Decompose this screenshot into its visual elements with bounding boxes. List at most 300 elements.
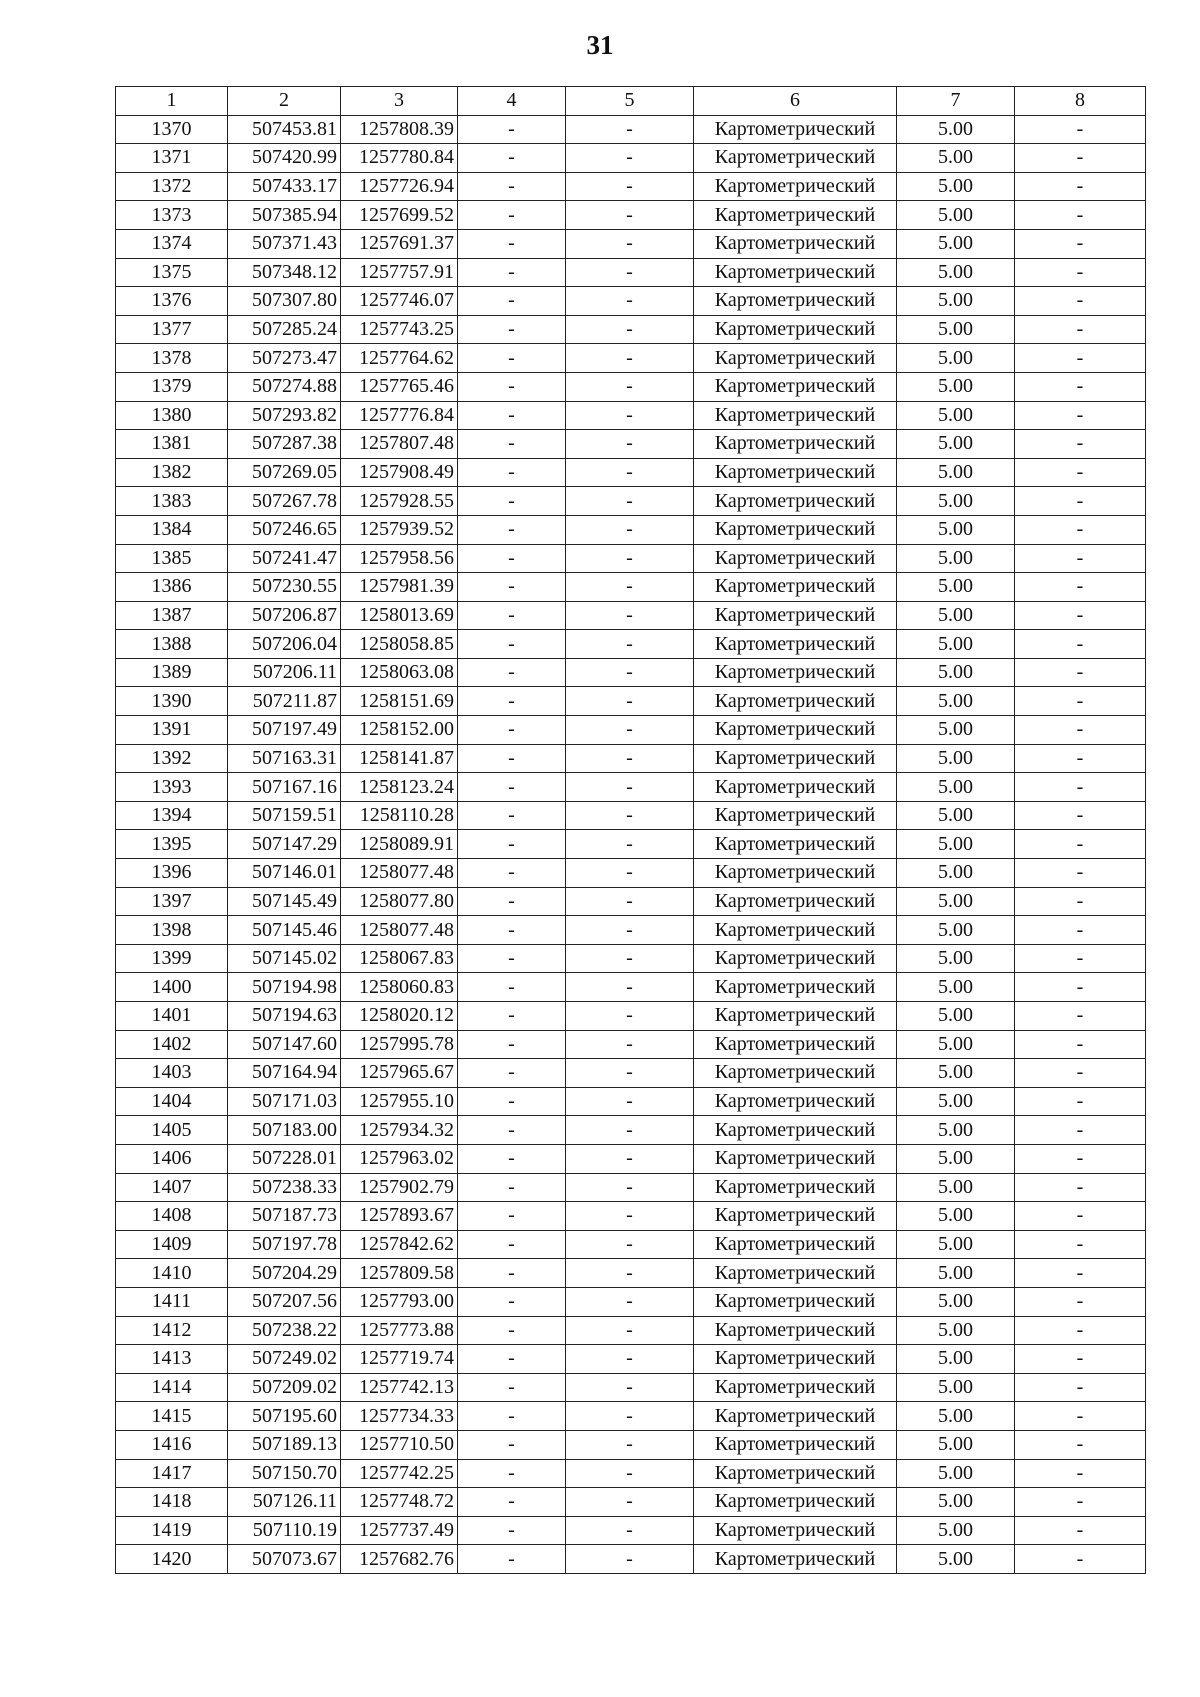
x-coordinate-cell: 507267.78 bbox=[228, 487, 341, 516]
column-5-value-cell: - bbox=[566, 716, 694, 745]
x-coordinate-cell: 507145.02 bbox=[228, 944, 341, 973]
x-coordinate-cell: 507147.60 bbox=[228, 1030, 341, 1059]
column-4-value-cell: - bbox=[458, 1373, 566, 1402]
column-8-value-cell: - bbox=[1015, 1116, 1146, 1145]
column-8-value-cell: - bbox=[1015, 801, 1146, 830]
point-number-cell: 1397 bbox=[116, 887, 228, 916]
column-8-value-cell: - bbox=[1015, 1202, 1146, 1231]
y-coordinate-cell: 1258152.00 bbox=[341, 716, 458, 745]
column-5-value-cell: - bbox=[566, 115, 694, 144]
x-coordinate-cell: 507206.04 bbox=[228, 630, 341, 659]
method-cell: Картометрический bbox=[694, 258, 897, 287]
column-8-value-cell: - bbox=[1015, 573, 1146, 602]
y-coordinate-cell: 1257793.00 bbox=[341, 1287, 458, 1316]
method-cell: Картометрический bbox=[694, 1259, 897, 1288]
y-coordinate-cell: 1257955.10 bbox=[341, 1087, 458, 1116]
column-5-value-cell: - bbox=[566, 1030, 694, 1059]
column-5-value-cell: - bbox=[566, 687, 694, 716]
y-coordinate-cell: 1257808.39 bbox=[341, 115, 458, 144]
y-coordinate-cell: 1257742.13 bbox=[341, 1373, 458, 1402]
x-coordinate-cell: 507230.55 bbox=[228, 573, 341, 602]
accuracy-cell: 5.00 bbox=[897, 658, 1015, 687]
point-number-cell: 1395 bbox=[116, 830, 228, 859]
y-coordinate-cell: 1257719.74 bbox=[341, 1345, 458, 1374]
point-number-cell: 1393 bbox=[116, 773, 228, 802]
accuracy-cell: 5.00 bbox=[897, 716, 1015, 745]
accuracy-cell: 5.00 bbox=[897, 515, 1015, 544]
accuracy-cell: 5.00 bbox=[897, 973, 1015, 1002]
method-cell: Картометрический bbox=[694, 1173, 897, 1202]
accuracy-cell: 5.00 bbox=[897, 687, 1015, 716]
accuracy-cell: 5.00 bbox=[897, 1345, 1015, 1374]
column-5-value-cell: - bbox=[566, 859, 694, 888]
method-cell: Картометрический bbox=[694, 744, 897, 773]
column-8-value-cell: - bbox=[1015, 229, 1146, 258]
x-coordinate-cell: 507433.17 bbox=[228, 172, 341, 201]
y-coordinate-cell: 1258151.69 bbox=[341, 687, 458, 716]
column-5-value-cell: - bbox=[566, 1087, 694, 1116]
column-5-value-cell: - bbox=[566, 573, 694, 602]
column-4-value-cell: - bbox=[458, 687, 566, 716]
table-row bbox=[116, 1087, 1146, 1116]
y-coordinate-cell: 1257981.39 bbox=[341, 573, 458, 602]
point-number-cell: 1411 bbox=[116, 1287, 228, 1316]
point-number-cell: 1384 bbox=[116, 515, 228, 544]
column-5-value-cell: - bbox=[566, 344, 694, 373]
y-coordinate-cell: 1257780.84 bbox=[341, 144, 458, 173]
column-4-value-cell: - bbox=[458, 630, 566, 659]
column-4-value-cell: - bbox=[458, 144, 566, 173]
column-8-value-cell: - bbox=[1015, 1430, 1146, 1459]
y-coordinate-cell: 1257842.62 bbox=[341, 1230, 458, 1259]
column-8-value-cell: - bbox=[1015, 658, 1146, 687]
x-coordinate-cell: 507211.87 bbox=[228, 687, 341, 716]
column-4-value-cell: - bbox=[458, 887, 566, 916]
table-row bbox=[116, 1316, 1146, 1345]
y-coordinate-cell: 1257742.25 bbox=[341, 1459, 458, 1488]
x-coordinate-cell: 507269.05 bbox=[228, 458, 341, 487]
column-8-value-cell: - bbox=[1015, 430, 1146, 459]
accuracy-cell: 5.00 bbox=[897, 1430, 1015, 1459]
y-coordinate-cell: 1257743.25 bbox=[341, 315, 458, 344]
table-row bbox=[116, 1202, 1146, 1231]
accuracy-cell: 5.00 bbox=[897, 1287, 1015, 1316]
accuracy-cell: 5.00 bbox=[897, 201, 1015, 230]
accuracy-cell: 5.00 bbox=[897, 229, 1015, 258]
y-coordinate-cell: 1258110.28 bbox=[341, 801, 458, 830]
x-coordinate-cell: 507285.24 bbox=[228, 315, 341, 344]
method-cell: Картометрический bbox=[694, 687, 897, 716]
y-coordinate-cell: 1257682.76 bbox=[341, 1545, 458, 1574]
x-coordinate-cell: 507385.94 bbox=[228, 201, 341, 230]
table-row bbox=[116, 1173, 1146, 1202]
table-row bbox=[116, 115, 1146, 144]
y-coordinate-cell: 1257902.79 bbox=[341, 1173, 458, 1202]
method-cell: Картометрический bbox=[694, 1316, 897, 1345]
column-5-value-cell: - bbox=[566, 630, 694, 659]
table-row bbox=[116, 1002, 1146, 1031]
accuracy-cell: 5.00 bbox=[897, 401, 1015, 430]
column-5-value-cell: - bbox=[566, 1287, 694, 1316]
y-coordinate-cell: 1257965.67 bbox=[341, 1059, 458, 1088]
table-row bbox=[116, 973, 1146, 1002]
column-5-value-cell: - bbox=[566, 258, 694, 287]
point-number-cell: 1383 bbox=[116, 487, 228, 516]
method-cell: Картометрический bbox=[694, 144, 897, 173]
column-8-value-cell: - bbox=[1015, 1059, 1146, 1088]
column-8-value-cell: - bbox=[1015, 601, 1146, 630]
x-coordinate-cell: 507195.60 bbox=[228, 1402, 341, 1431]
x-coordinate-cell: 507194.98 bbox=[228, 973, 341, 1002]
method-cell: Картометрический bbox=[694, 515, 897, 544]
page-number: 31 bbox=[586, 30, 614, 60]
point-number-cell: 1403 bbox=[116, 1059, 228, 1088]
y-coordinate-cell: 1258123.24 bbox=[341, 773, 458, 802]
column-header-4: 4 bbox=[458, 87, 566, 116]
column-8-value-cell: - bbox=[1015, 544, 1146, 573]
column-5-value-cell: - bbox=[566, 1116, 694, 1145]
table-row bbox=[116, 773, 1146, 802]
column-header-1: 1 bbox=[116, 87, 228, 116]
column-4-value-cell: - bbox=[458, 1402, 566, 1431]
column-4-value-cell: - bbox=[458, 458, 566, 487]
column-8-value-cell: - bbox=[1015, 1144, 1146, 1173]
method-cell: Картометрический bbox=[694, 172, 897, 201]
table-row bbox=[116, 630, 1146, 659]
column-4-value-cell: - bbox=[458, 544, 566, 573]
method-cell: Картометрический bbox=[694, 1144, 897, 1173]
column-5-value-cell: - bbox=[566, 172, 694, 201]
column-5-value-cell: - bbox=[566, 1488, 694, 1517]
table-row bbox=[116, 573, 1146, 602]
column-4-value-cell: - bbox=[458, 573, 566, 602]
column-4-value-cell: - bbox=[458, 1287, 566, 1316]
column-5-value-cell: - bbox=[566, 1144, 694, 1173]
column-8-value-cell: - bbox=[1015, 1488, 1146, 1517]
column-8-value-cell: - bbox=[1015, 372, 1146, 401]
accuracy-cell: 5.00 bbox=[897, 1173, 1015, 1202]
accuracy-cell: 5.00 bbox=[897, 573, 1015, 602]
y-coordinate-cell: 1257726.94 bbox=[341, 172, 458, 201]
column-8-value-cell: - bbox=[1015, 172, 1146, 201]
point-number-cell: 1396 bbox=[116, 859, 228, 888]
table-row bbox=[116, 1373, 1146, 1402]
column-8-value-cell: - bbox=[1015, 487, 1146, 516]
column-5-value-cell: - bbox=[566, 544, 694, 573]
column-4-value-cell: - bbox=[458, 1002, 566, 1031]
point-number-cell: 1382 bbox=[116, 458, 228, 487]
accuracy-cell: 5.00 bbox=[897, 1002, 1015, 1031]
y-coordinate-cell: 1257893.67 bbox=[341, 1202, 458, 1231]
x-coordinate-cell: 507147.29 bbox=[228, 830, 341, 859]
method-cell: Картометрический bbox=[694, 973, 897, 1002]
x-coordinate-cell: 507241.47 bbox=[228, 544, 341, 573]
method-cell: Картометрический bbox=[694, 1002, 897, 1031]
column-5-value-cell: - bbox=[566, 973, 694, 1002]
column-4-value-cell: - bbox=[458, 372, 566, 401]
column-header-7: 7 bbox=[897, 87, 1015, 116]
x-coordinate-cell: 507293.82 bbox=[228, 401, 341, 430]
column-5-value-cell: - bbox=[566, 315, 694, 344]
column-5-value-cell: - bbox=[566, 1316, 694, 1345]
method-cell: Картометрический bbox=[694, 1116, 897, 1145]
method-cell: Картометрический bbox=[694, 830, 897, 859]
point-number-cell: 1409 bbox=[116, 1230, 228, 1259]
column-8-value-cell: - bbox=[1015, 1345, 1146, 1374]
point-number-cell: 1389 bbox=[116, 658, 228, 687]
column-4-value-cell: - bbox=[458, 1516, 566, 1545]
column-8-value-cell: - bbox=[1015, 773, 1146, 802]
y-coordinate-cell: 1258063.08 bbox=[341, 658, 458, 687]
x-coordinate-cell: 507171.03 bbox=[228, 1087, 341, 1116]
column-5-value-cell: - bbox=[566, 287, 694, 316]
method-cell: Картометрический bbox=[694, 458, 897, 487]
method-cell: Картометрический bbox=[694, 315, 897, 344]
column-5-value-cell: - bbox=[566, 1545, 694, 1574]
table-row bbox=[116, 515, 1146, 544]
column-8-value-cell: - bbox=[1015, 344, 1146, 373]
point-number-cell: 1392 bbox=[116, 744, 228, 773]
table-row bbox=[116, 1144, 1146, 1173]
method-cell: Картометрический bbox=[694, 1430, 897, 1459]
point-number-cell: 1413 bbox=[116, 1345, 228, 1374]
table-row bbox=[116, 1402, 1146, 1431]
accuracy-cell: 5.00 bbox=[897, 601, 1015, 630]
y-coordinate-cell: 1258067.83 bbox=[341, 944, 458, 973]
column-5-value-cell: - bbox=[566, 229, 694, 258]
column-5-value-cell: - bbox=[566, 144, 694, 173]
accuracy-cell: 5.00 bbox=[897, 1259, 1015, 1288]
column-5-value-cell: - bbox=[566, 487, 694, 516]
accuracy-cell: 5.00 bbox=[897, 1030, 1015, 1059]
method-cell: Картометрический bbox=[694, 1202, 897, 1231]
x-coordinate-cell: 507307.80 bbox=[228, 287, 341, 316]
accuracy-cell: 5.00 bbox=[897, 487, 1015, 516]
column-4-value-cell: - bbox=[458, 115, 566, 144]
method-cell: Картометрический bbox=[694, 1402, 897, 1431]
column-5-value-cell: - bbox=[566, 201, 694, 230]
method-cell: Картометрический bbox=[694, 372, 897, 401]
accuracy-cell: 5.00 bbox=[897, 1373, 1015, 1402]
accuracy-cell: 5.00 bbox=[897, 372, 1015, 401]
column-8-value-cell: - bbox=[1015, 1030, 1146, 1059]
column-4-value-cell: - bbox=[458, 1144, 566, 1173]
table-body bbox=[116, 115, 1146, 1573]
x-coordinate-cell: 507197.78 bbox=[228, 1230, 341, 1259]
column-5-value-cell: - bbox=[566, 1259, 694, 1288]
table-row bbox=[116, 1230, 1146, 1259]
x-coordinate-cell: 507189.13 bbox=[228, 1430, 341, 1459]
point-number-cell: 1414 bbox=[116, 1373, 228, 1402]
column-4-value-cell: - bbox=[458, 1087, 566, 1116]
x-coordinate-cell: 507164.94 bbox=[228, 1059, 341, 1088]
x-coordinate-cell: 507348.12 bbox=[228, 258, 341, 287]
column-4-value-cell: - bbox=[458, 1202, 566, 1231]
y-coordinate-cell: 1258089.91 bbox=[341, 830, 458, 859]
column-8-value-cell: - bbox=[1015, 1316, 1146, 1345]
accuracy-cell: 5.00 bbox=[897, 1488, 1015, 1517]
method-cell: Картометрический bbox=[694, 801, 897, 830]
table-row bbox=[116, 430, 1146, 459]
point-number-cell: 1399 bbox=[116, 944, 228, 973]
point-number-cell: 1419 bbox=[116, 1516, 228, 1545]
x-coordinate-cell: 507209.02 bbox=[228, 1373, 341, 1402]
column-5-value-cell: - bbox=[566, 1345, 694, 1374]
x-coordinate-cell: 507183.00 bbox=[228, 1116, 341, 1145]
x-coordinate-cell: 507274.88 bbox=[228, 372, 341, 401]
x-coordinate-cell: 507126.11 bbox=[228, 1488, 341, 1517]
accuracy-cell: 5.00 bbox=[897, 1459, 1015, 1488]
column-8-value-cell: - bbox=[1015, 744, 1146, 773]
x-coordinate-cell: 507150.70 bbox=[228, 1459, 341, 1488]
point-number-cell: 1400 bbox=[116, 973, 228, 1002]
table-row bbox=[116, 1030, 1146, 1059]
table-row bbox=[116, 258, 1146, 287]
y-coordinate-cell: 1257809.58 bbox=[341, 1259, 458, 1288]
column-8-value-cell: - bbox=[1015, 315, 1146, 344]
column-8-value-cell: - bbox=[1015, 1402, 1146, 1431]
column-4-value-cell: - bbox=[458, 773, 566, 802]
y-coordinate-cell: 1257807.48 bbox=[341, 430, 458, 459]
column-8-value-cell: - bbox=[1015, 115, 1146, 144]
method-cell: Картометрический bbox=[694, 601, 897, 630]
column-4-value-cell: - bbox=[458, 287, 566, 316]
column-4-value-cell: - bbox=[458, 344, 566, 373]
column-8-value-cell: - bbox=[1015, 944, 1146, 973]
column-4-value-cell: - bbox=[458, 229, 566, 258]
table-row bbox=[116, 1516, 1146, 1545]
column-4-value-cell: - bbox=[458, 430, 566, 459]
method-cell: Картометрический bbox=[694, 344, 897, 373]
y-coordinate-cell: 1257691.37 bbox=[341, 229, 458, 258]
x-coordinate-cell: 507207.56 bbox=[228, 1287, 341, 1316]
x-coordinate-cell: 507145.46 bbox=[228, 916, 341, 945]
method-cell: Картометрический bbox=[694, 1087, 897, 1116]
accuracy-cell: 5.00 bbox=[897, 1402, 1015, 1431]
accuracy-cell: 5.00 bbox=[897, 1516, 1015, 1545]
table-row bbox=[116, 144, 1146, 173]
point-number-cell: 1386 bbox=[116, 573, 228, 602]
column-4-value-cell: - bbox=[458, 801, 566, 830]
table-row bbox=[116, 1459, 1146, 1488]
column-8-value-cell: - bbox=[1015, 258, 1146, 287]
y-coordinate-cell: 1258077.48 bbox=[341, 916, 458, 945]
table-row bbox=[116, 1345, 1146, 1374]
column-8-value-cell: - bbox=[1015, 1373, 1146, 1402]
table-row bbox=[116, 458, 1146, 487]
table-row bbox=[116, 401, 1146, 430]
table-row bbox=[116, 944, 1146, 973]
y-coordinate-cell: 1257963.02 bbox=[341, 1144, 458, 1173]
column-5-value-cell: - bbox=[566, 458, 694, 487]
accuracy-cell: 5.00 bbox=[897, 801, 1015, 830]
point-number-cell: 1394 bbox=[116, 801, 228, 830]
method-cell: Картометрический bbox=[694, 1030, 897, 1059]
column-4-value-cell: - bbox=[458, 1116, 566, 1145]
y-coordinate-cell: 1257710.50 bbox=[341, 1430, 458, 1459]
table-row bbox=[116, 716, 1146, 745]
table-header-row bbox=[116, 87, 1146, 116]
accuracy-cell: 5.00 bbox=[897, 916, 1015, 945]
column-8-value-cell: - bbox=[1015, 916, 1146, 945]
column-5-value-cell: - bbox=[566, 1459, 694, 1488]
table-row bbox=[116, 744, 1146, 773]
column-4-value-cell: - bbox=[458, 1430, 566, 1459]
column-8-value-cell: - bbox=[1015, 1002, 1146, 1031]
method-cell: Картометрический bbox=[694, 573, 897, 602]
y-coordinate-cell: 1257746.07 bbox=[341, 287, 458, 316]
column-5-value-cell: - bbox=[566, 1230, 694, 1259]
x-coordinate-cell: 507204.29 bbox=[228, 1259, 341, 1288]
column-4-value-cell: - bbox=[458, 515, 566, 544]
table-row bbox=[116, 1059, 1146, 1088]
column-5-value-cell: - bbox=[566, 887, 694, 916]
y-coordinate-cell: 1257995.78 bbox=[341, 1030, 458, 1059]
method-cell: Картометрический bbox=[694, 916, 897, 945]
accuracy-cell: 5.00 bbox=[897, 1230, 1015, 1259]
y-coordinate-cell: 1257776.84 bbox=[341, 401, 458, 430]
y-coordinate-cell: 1257773.88 bbox=[341, 1316, 458, 1345]
x-coordinate-cell: 507420.99 bbox=[228, 144, 341, 173]
column-4-value-cell: - bbox=[458, 1259, 566, 1288]
column-4-value-cell: - bbox=[458, 601, 566, 630]
column-5-value-cell: - bbox=[566, 515, 694, 544]
column-8-value-cell: - bbox=[1015, 201, 1146, 230]
accuracy-cell: 5.00 bbox=[897, 1545, 1015, 1574]
method-cell: Картометрический bbox=[694, 115, 897, 144]
accuracy-cell: 5.00 bbox=[897, 172, 1015, 201]
x-coordinate-cell: 507145.49 bbox=[228, 887, 341, 916]
point-number-cell: 1373 bbox=[116, 201, 228, 230]
y-coordinate-cell: 1257958.56 bbox=[341, 544, 458, 573]
column-5-value-cell: - bbox=[566, 1202, 694, 1231]
y-coordinate-cell: 1258020.12 bbox=[341, 1002, 458, 1031]
column-8-value-cell: - bbox=[1015, 859, 1146, 888]
table-row bbox=[116, 658, 1146, 687]
column-header-8: 8 bbox=[1015, 87, 1146, 116]
column-5-value-cell: - bbox=[566, 801, 694, 830]
y-coordinate-cell: 1257757.91 bbox=[341, 258, 458, 287]
method-cell: Картометрический bbox=[694, 487, 897, 516]
column-5-value-cell: - bbox=[566, 401, 694, 430]
method-cell: Картометрический bbox=[694, 287, 897, 316]
column-5-value-cell: - bbox=[566, 830, 694, 859]
table-row bbox=[116, 830, 1146, 859]
method-cell: Картометрический bbox=[694, 1373, 897, 1402]
x-coordinate-cell: 507228.01 bbox=[228, 1144, 341, 1173]
x-coordinate-cell: 507163.31 bbox=[228, 744, 341, 773]
column-5-value-cell: - bbox=[566, 944, 694, 973]
point-number-cell: 1420 bbox=[116, 1545, 228, 1574]
column-4-value-cell: - bbox=[458, 315, 566, 344]
accuracy-cell: 5.00 bbox=[897, 1202, 1015, 1231]
table-row bbox=[116, 687, 1146, 716]
column-4-value-cell: - bbox=[458, 944, 566, 973]
accuracy-cell: 5.00 bbox=[897, 1316, 1015, 1345]
y-coordinate-cell: 1258141.87 bbox=[341, 744, 458, 773]
y-coordinate-cell: 1257748.72 bbox=[341, 1488, 458, 1517]
table-row bbox=[116, 801, 1146, 830]
accuracy-cell: 5.00 bbox=[897, 315, 1015, 344]
table-row bbox=[116, 201, 1146, 230]
method-cell: Картометрический bbox=[694, 1488, 897, 1517]
x-coordinate-cell: 507249.02 bbox=[228, 1345, 341, 1374]
column-8-value-cell: - bbox=[1015, 1516, 1146, 1545]
column-8-value-cell: - bbox=[1015, 687, 1146, 716]
point-number-cell: 1408 bbox=[116, 1202, 228, 1231]
x-coordinate-cell: 507238.33 bbox=[228, 1173, 341, 1202]
table-row bbox=[116, 1287, 1146, 1316]
